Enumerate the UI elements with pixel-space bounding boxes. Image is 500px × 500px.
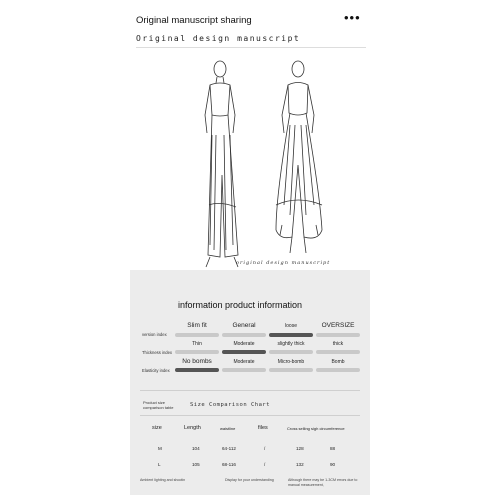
row-m-length: 104: [192, 446, 200, 451]
page-title: Original manuscript sharing: [136, 15, 252, 26]
row-l-waistline: 68-116: [222, 462, 236, 467]
thickness-bar-3: [269, 350, 313, 354]
row-m-val2: 88: [330, 446, 336, 451]
row-l-val1: 132: [296, 462, 304, 467]
panel-title: information product information: [178, 300, 303, 310]
version-bar-1: [175, 333, 219, 337]
elasticity-bar-4: [316, 368, 360, 372]
elasticity-bar-1-selected: [175, 368, 219, 372]
option-slightly-thick: slightly thick: [277, 341, 305, 347]
row-l-size: L: [158, 462, 161, 467]
version-bar-4: [316, 333, 360, 337]
divider: [136, 47, 366, 48]
footer-note-middle: Display for your understanding: [225, 478, 274, 482]
size-table-title: Size Comparison Chart: [190, 402, 271, 408]
option-moderate: Moderate: [233, 341, 255, 347]
divider: [140, 390, 360, 391]
option-bomb: Bomb: [331, 359, 345, 365]
footer-note-left: Ambient lighting and shootin: [140, 478, 186, 482]
row-m-size: M: [158, 446, 162, 451]
elasticity-bar-2: [222, 368, 266, 372]
design-sketch-illustration: [180, 55, 340, 275]
row-l-val2: 90: [330, 462, 336, 467]
header-waistline: waistline: [220, 426, 236, 431]
more-options-icon[interactable]: •••: [344, 10, 361, 25]
page-header: [0, 0, 500, 60]
version-bar-3-selected: [269, 333, 313, 337]
elasticity-bar-3: [269, 368, 313, 372]
size-table-label: Product size comparison table: [143, 400, 174, 410]
option-general: General: [232, 322, 256, 329]
option-moderate-elastic: Moderate: [233, 359, 255, 365]
header-length: Length: [184, 425, 201, 431]
version-bar-2: [222, 333, 266, 337]
option-thin: Thin: [192, 341, 202, 347]
thickness-index-label: Thickness index: [142, 350, 173, 355]
row-l-length: 105: [192, 462, 200, 467]
version-index-label: version index: [142, 332, 167, 337]
footer-note-right: Although there may be 1-3CM errors due to manual measurement,: [288, 478, 358, 487]
thickness-bar-1: [175, 350, 219, 354]
header-size: size: [152, 425, 162, 431]
option-oversize: OVERSIZE: [321, 322, 355, 329]
divider: [140, 415, 360, 416]
row-l-files: /: [264, 462, 266, 467]
thickness-bar-2-selected: [222, 350, 266, 354]
sketch-caption: original design manuscript: [236, 260, 331, 266]
row-m-files: /: [264, 446, 266, 451]
row-m-waistline: 64-112: [222, 446, 236, 451]
header-cross-circumference: Cross selling sigh circumference: [287, 426, 345, 431]
elasticity-index-label: Elasticity index: [142, 368, 170, 373]
section-subtitle: Original design manuscript: [136, 34, 301, 43]
option-no-bombs: No bombs: [182, 358, 212, 365]
thickness-bar-4: [316, 350, 360, 354]
product-info-panel: [130, 270, 370, 495]
option-slim-fit: Slim fit: [187, 322, 207, 329]
option-thick: thick: [332, 341, 344, 347]
header-files: files: [258, 425, 268, 431]
option-micro-bomb: Micro-bomb: [277, 359, 305, 365]
row-m-val1: 128: [296, 446, 304, 451]
option-loose: loose: [285, 323, 297, 329]
